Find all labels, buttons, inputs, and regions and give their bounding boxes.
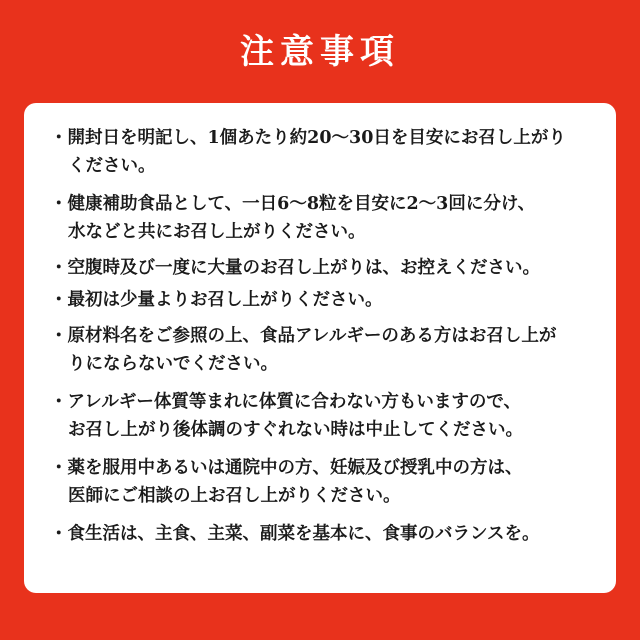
notice-line: 医師にご相談の上お召し上がりください。 — [68, 486, 401, 506]
notice-line: お召し上がり後体調のすぐれない時は中止してください。 — [68, 420, 523, 440]
notice-line: ・アレルギー体質等まれに体質に合わない方もいますので、 — [50, 392, 522, 412]
notice-line: ・空腹時及び一度に大量のお召し上がりは、お控えください。 — [50, 258, 540, 278]
notice-line: 水などと共にお召し上がりください。 — [68, 222, 366, 242]
notice-line: りにならないでください。 — [68, 354, 278, 374]
notice-line: ください。 — [68, 156, 156, 176]
notice-item-dosage — [50, 190, 610, 246]
notice-item-allergy — [50, 322, 610, 378]
notice-list — [50, 124, 610, 548]
notice-item-diet — [50, 520, 610, 548]
notice-line: ・薬を服用中あるいは通院中の方、妊娠及び授乳中の方は、 — [50, 458, 523, 478]
notice-item-small-amount — [50, 286, 610, 314]
notice-line: ・食生活は、主食、主菜、副菜を基本に、食事のバランスを。 — [50, 524, 540, 544]
page-title: 注意事項 — [240, 32, 400, 72]
notice-item-expiry — [50, 124, 610, 180]
notice-line: ・原材料名をご参照の上、食品アレルギーのある方はお召し上が — [50, 326, 557, 346]
notice-item-empty-stomach — [50, 254, 610, 282]
notice-line: ・健康補助食品として、一日6～8粒を目安に2～3回に分け、 — [50, 194, 536, 214]
notice-line: ・最初は少量よりお召し上がりください。 — [50, 290, 383, 310]
notice-item-constitution — [50, 388, 610, 444]
notice-item-medication — [50, 454, 610, 510]
notice-line: ・開封日を明記し、1個あたり約20～30日を目安にお召し上がり — [50, 128, 566, 148]
